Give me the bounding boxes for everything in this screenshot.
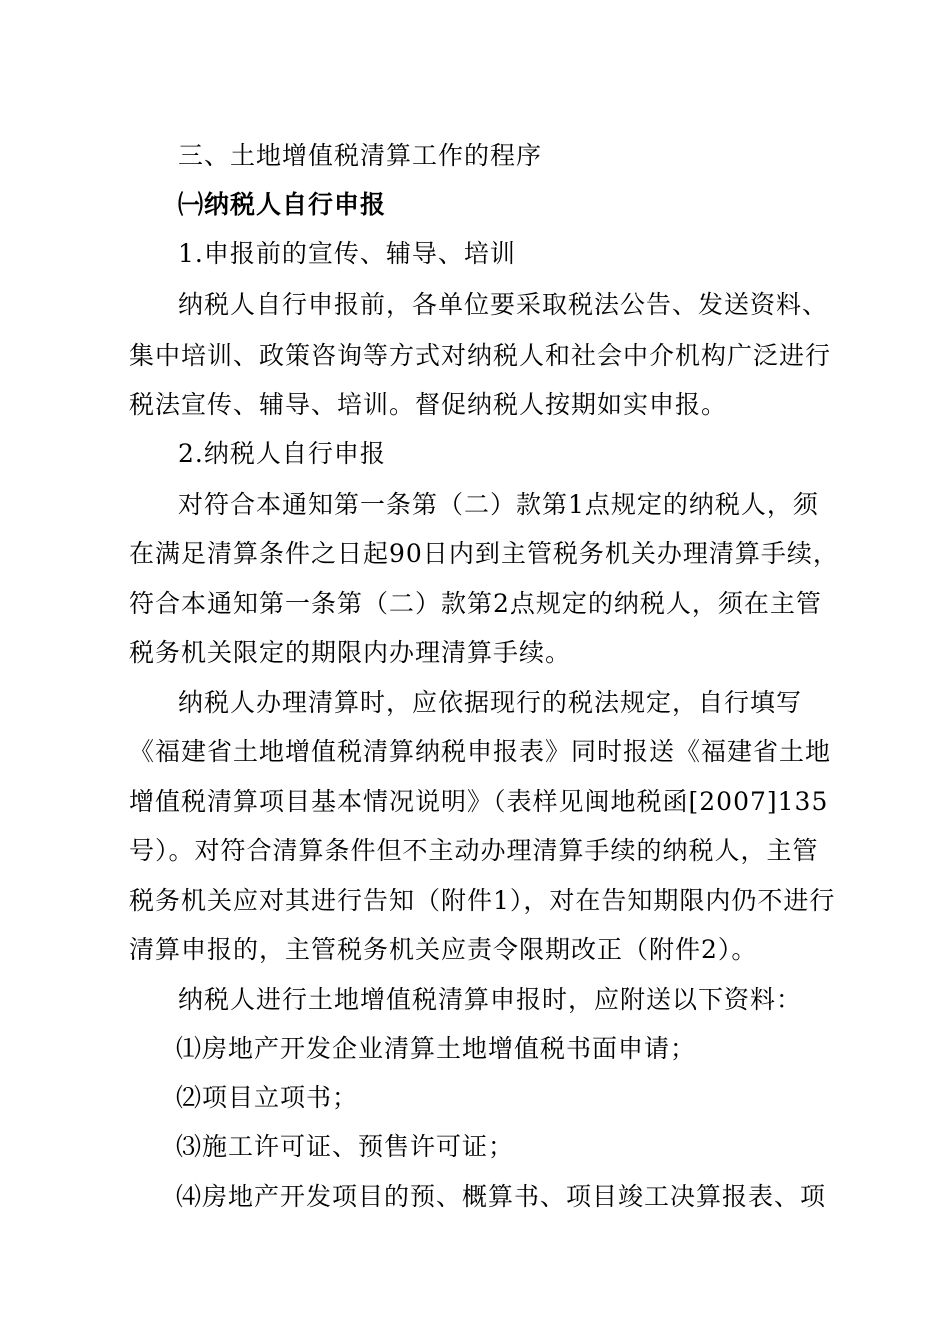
section-heading: 三、土地增值税清算工作的程序 [178,141,543,170]
paragraph-line: 纳税人自行申报前，各单位要采取税法公告、发送资料、 [178,290,829,319]
paragraph-line: 号）。对符合清算条件但不主动办理清算手续的纳税人，主管 [129,836,819,865]
item-heading-2: 2.纳税人自行申报 [178,439,386,468]
list-item: ⑴房地产开发企业清算土地增值税书面申请； [176,1034,697,1063]
paragraph-line: 在满足清算条件之日起90日内到主管税务机关办理清算手续， [129,539,839,568]
list-item: ⑵项目立项书； [176,1083,359,1112]
paragraph-line: 纳税人进行土地增值税清算申报时，应附送以下资料： [178,985,803,1014]
paragraph-line: 税务机关限定的期限内办理清算手续。 [129,638,572,667]
paragraph-line: 纳税人办理清算时，应依据现行的税法规定，自行填写 [178,688,803,717]
list-item: ⑶施工许可证、预售许可证； [176,1132,515,1161]
item-heading-1: 1.申报前的宣传、辅导、培训 [178,239,516,268]
paragraph-line: 税法宣传、辅导、培训。督促纳税人按期如实申报。 [129,390,728,419]
paragraph-line: 集中培训、政策咨询等方式对纳税人和社会中介机构广泛进行 [129,341,832,370]
paragraph-line: 对符合本通知第一条第（二）款第1点规定的纳税人，须 [178,490,819,519]
subsection-heading: ㈠纳税人自行申报 [178,190,387,219]
paragraph-line: 增值税清算项目基本情况说明》（表样见闽地税函[2007]135 [129,787,829,816]
paragraph-line: 符合本通知第一条第（二）款第2点规定的纳税人，须在主管 [129,589,822,618]
paragraph-line: 《福建省土地增值税清算纳税申报表》同时报送《福建省土地 [129,737,832,766]
paragraph-line: 税务机关应对其进行告知（附件1），对在告知期限内仍不进行 [129,886,836,915]
list-item: ⑷房地产开发项目的预、概算书、项目竣工决算报表、项 [176,1182,827,1211]
paragraph-line: 清算申报的，主管税务机关应责令限期改正（附件2）。 [129,935,758,964]
